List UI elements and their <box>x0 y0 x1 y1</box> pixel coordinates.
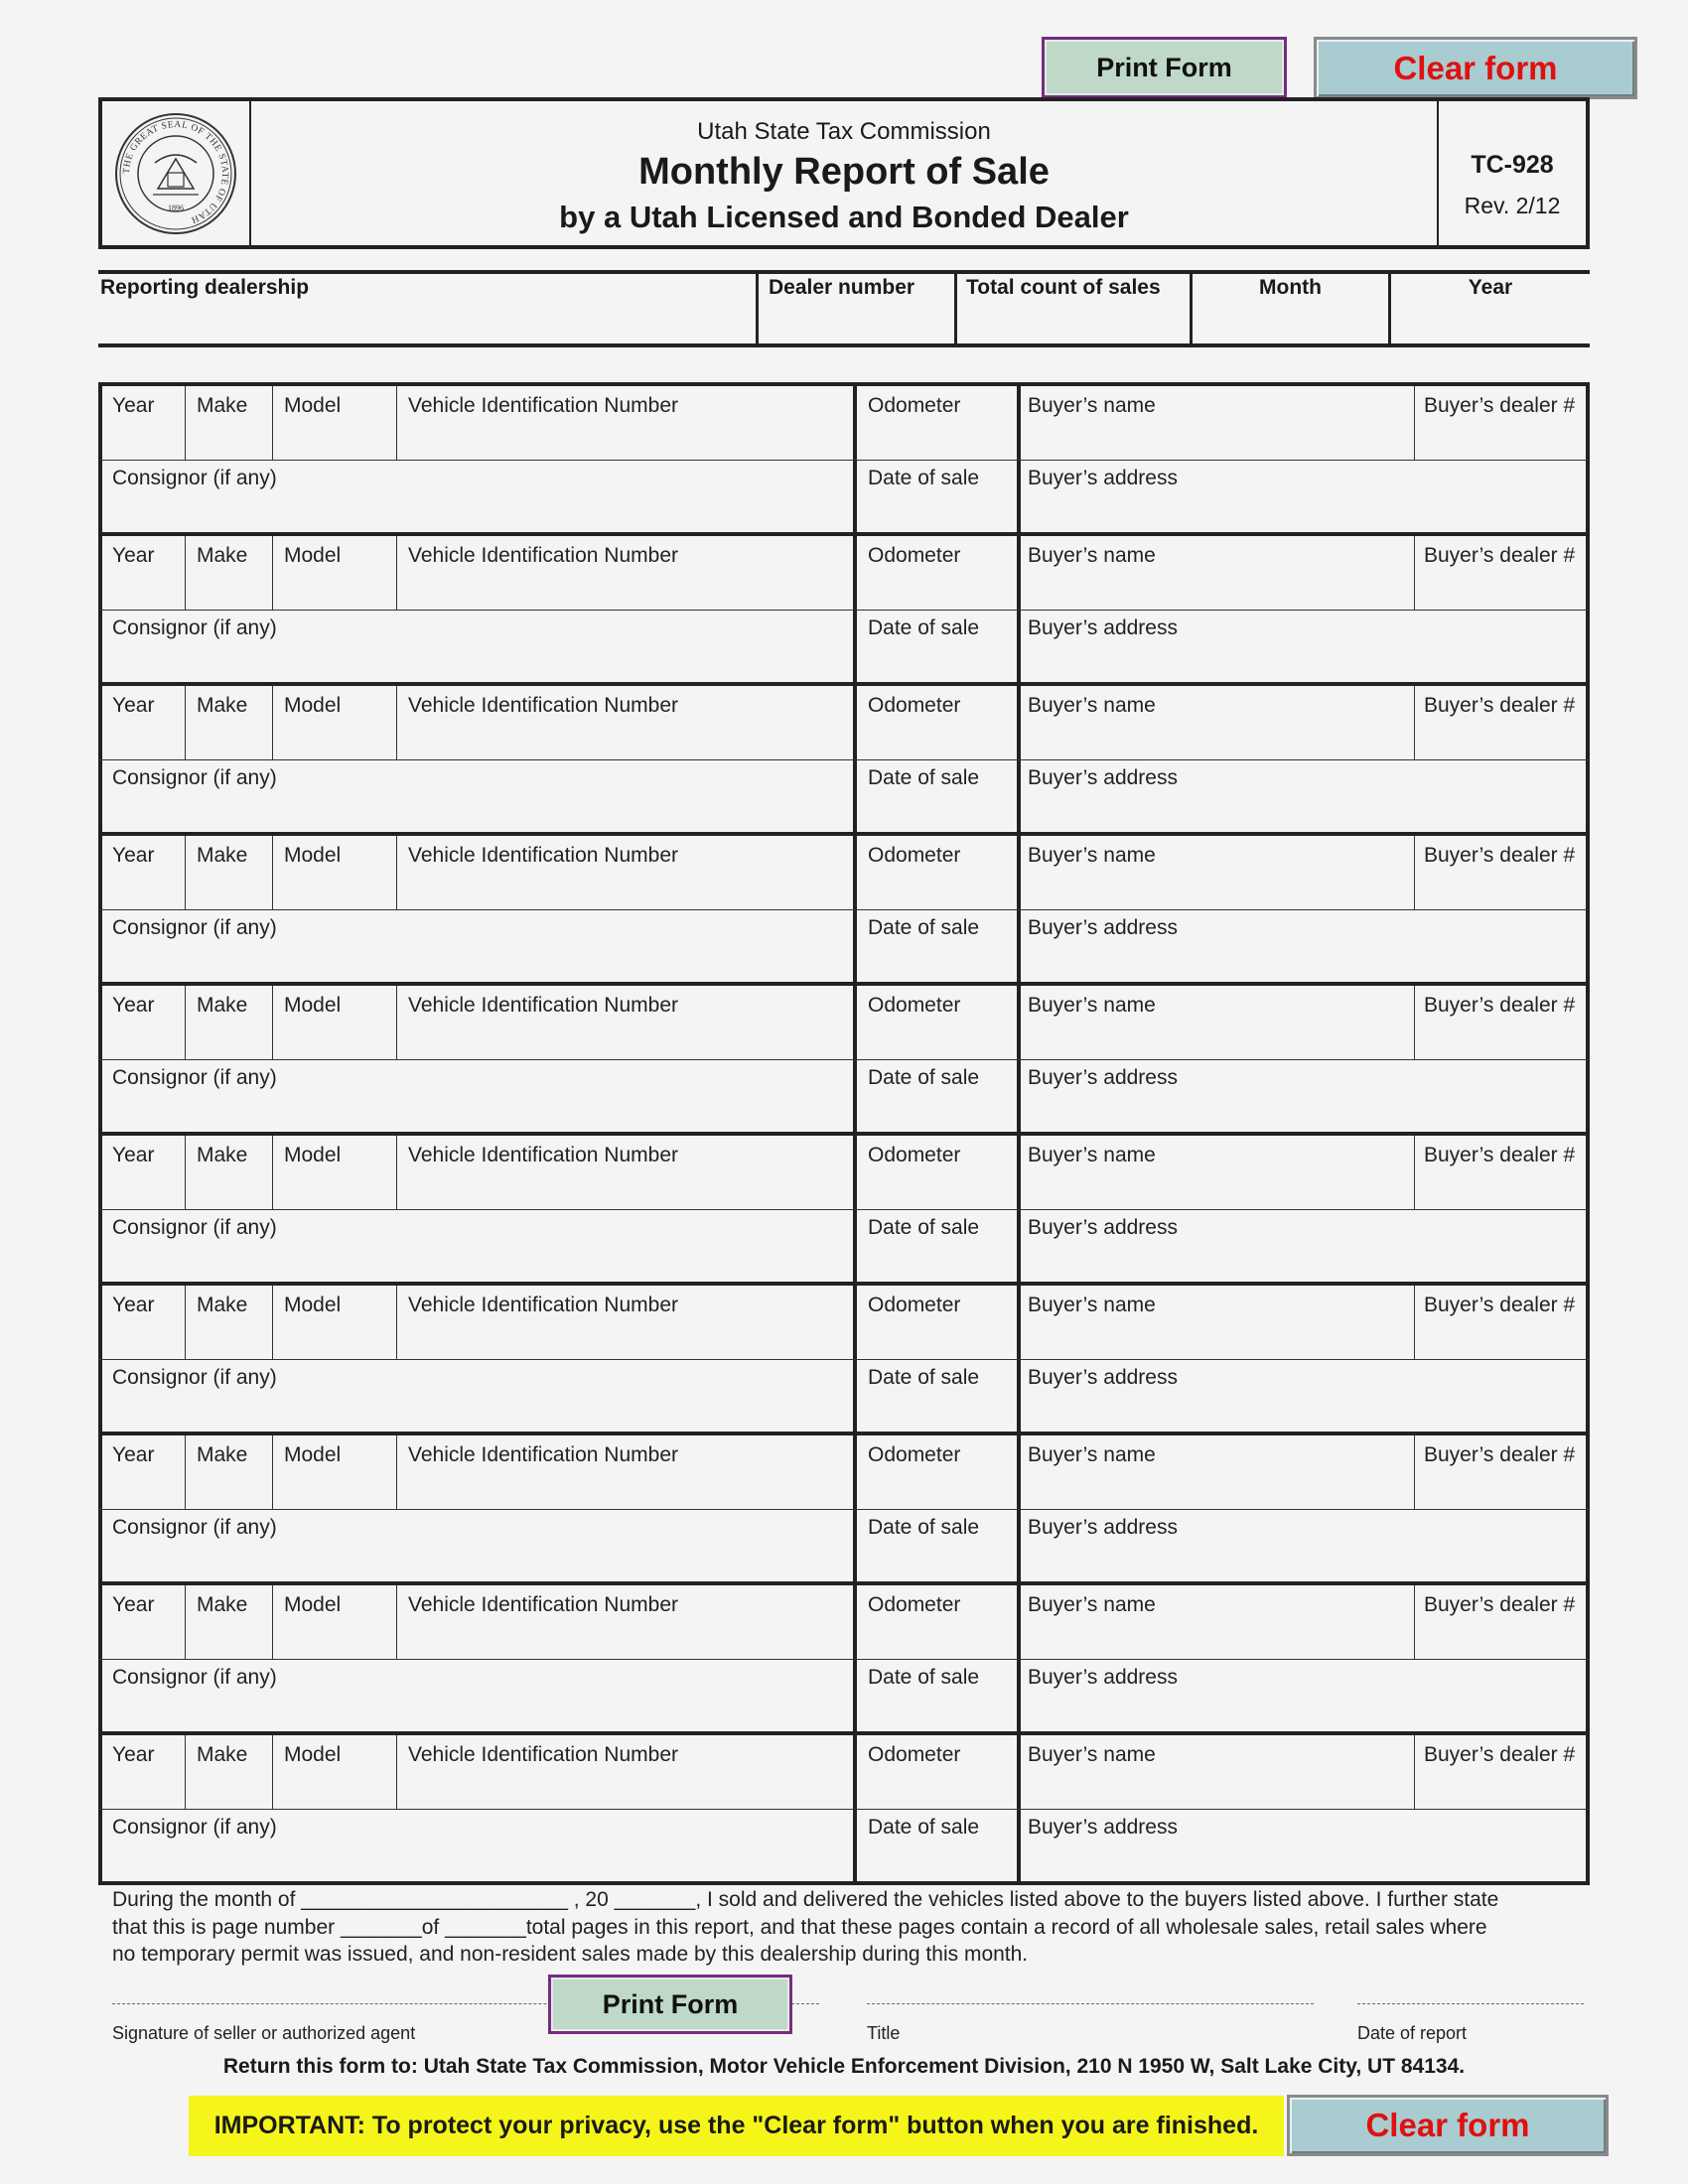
make-input[interactable] <box>192 1625 268 1653</box>
year-input[interactable] <box>106 1625 181 1653</box>
buyer-address-label: Buyer’s address <box>1028 916 1178 939</box>
print-form-button-top[interactable]: Print Form <box>1042 37 1287 98</box>
vin-label: Vehicle Identification Number <box>408 544 678 567</box>
reporting-dealership-label: Reporting dealership <box>100 276 310 299</box>
utah-seal-icon <box>113 111 238 236</box>
consignor-label: Consignor (if any) <box>112 467 277 489</box>
odometer-label: Odometer <box>868 544 961 567</box>
buyer-dealer-label: Buyer’s dealer # <box>1424 1743 1576 1766</box>
seller-signature-label: Signature of seller or authorized agent <box>112 2023 416 2043</box>
buyer-name-label: Buyer’s name <box>1028 994 1156 1017</box>
certification-line: no temporary permit was issued, and non-resident sales made by this dealership during this month. <box>112 1943 1029 1966</box>
buyer-dealer-input[interactable] <box>1421 1475 1584 1503</box>
model-label: Model <box>284 1593 342 1616</box>
make-label: Make <box>197 1443 248 1466</box>
model-label: Model <box>284 544 342 567</box>
month-cell <box>1190 274 1388 343</box>
buyer-name-input[interactable] <box>1025 1025 1410 1053</box>
vin-label: Vehicle Identification Number <box>408 1743 678 1766</box>
date-of-sale-label: Date of sale <box>868 766 980 789</box>
odometer-label: Odometer <box>868 844 961 867</box>
buyer-address-label: Buyer’s address <box>1028 1366 1178 1389</box>
agency-name: Utah State Tax Commission <box>697 118 991 145</box>
buyer-address-input[interactable] <box>1025 1098 1584 1126</box>
reporting-dealership-cell <box>98 274 756 343</box>
buyer-address-label: Buyer’s address <box>1028 1666 1178 1689</box>
clear-form-button-top[interactable]: Clear form <box>1314 37 1637 99</box>
vin-input[interactable] <box>403 1475 848 1503</box>
buyer-name-label: Buyer’s name <box>1028 394 1156 417</box>
sale-entry <box>98 532 1590 682</box>
make-input[interactable] <box>192 1475 268 1503</box>
buyer-address-input[interactable] <box>1025 798 1584 826</box>
date-of-sale-input[interactable] <box>861 798 1012 826</box>
buyer-address-label: Buyer’s address <box>1028 467 1178 489</box>
date-of-sale-label: Date of sale <box>868 1216 980 1239</box>
buyer-dealer-input[interactable] <box>1421 1325 1584 1353</box>
buyer-name-label: Buyer’s name <box>1028 844 1156 867</box>
year-input[interactable] <box>106 576 181 604</box>
dealer-info-row <box>98 270 1590 347</box>
odometer-label: Odometer <box>868 1294 961 1316</box>
make-input[interactable] <box>192 426 268 454</box>
dealer-number-input[interactable] <box>763 308 950 340</box>
make-label: Make <box>197 1144 248 1166</box>
odometer-input[interactable] <box>861 1025 1012 1053</box>
vin-input[interactable] <box>403 576 848 604</box>
buyer-dealer-label: Buyer’s dealer # <box>1424 1593 1576 1616</box>
buyer-name-label: Buyer’s name <box>1028 1294 1156 1316</box>
total-count-cell <box>954 274 1190 343</box>
year-label: Year <box>112 1593 155 1616</box>
buyer-address-label: Buyer’s address <box>1028 1216 1178 1239</box>
model-input[interactable] <box>279 1325 392 1353</box>
sale-entry <box>98 832 1590 982</box>
model-input[interactable] <box>279 876 392 903</box>
consignor-label: Consignor (if any) <box>112 916 277 939</box>
year-label: Year <box>112 694 155 717</box>
model-input[interactable] <box>279 1175 392 1203</box>
model-label: Model <box>284 394 342 417</box>
vin-label: Vehicle Identification Number <box>408 1443 678 1466</box>
clear-form-button-bottom[interactable]: Clear form <box>1287 2095 1609 2156</box>
buyer-address-label: Buyer’s address <box>1028 1066 1178 1089</box>
buyer-name-input[interactable] <box>1025 576 1410 604</box>
model-label: Model <box>284 1294 342 1316</box>
sale-entry <box>98 982 1590 1132</box>
reporting-dealership-input[interactable] <box>102 308 752 340</box>
date-of-sale-input[interactable] <box>861 498 1012 526</box>
make-input[interactable] <box>192 1325 268 1353</box>
buyer-dealer-label: Buyer’s dealer # <box>1424 1294 1576 1316</box>
buyer-dealer-input[interactable] <box>1421 1625 1584 1653</box>
year-label: Year <box>112 1144 155 1166</box>
vin-input[interactable] <box>403 1325 848 1353</box>
title-line[interactable] <box>867 2003 1314 2004</box>
model-input[interactable] <box>279 1625 392 1653</box>
date-of-report-label: Date of report <box>1357 2023 1468 2043</box>
buyer-name-input[interactable] <box>1025 876 1410 903</box>
make-label: Make <box>197 544 248 567</box>
year-label: Year <box>112 1443 155 1466</box>
vin-label: Vehicle Identification Number <box>408 1593 678 1616</box>
model-input[interactable] <box>279 1025 392 1053</box>
consignor-label: Consignor (if any) <box>112 1816 277 1839</box>
buyer-dealer-label: Buyer’s dealer # <box>1424 694 1576 717</box>
date-of-sale-label: Date of sale <box>868 1666 980 1689</box>
buyer-name-label: Buyer’s name <box>1028 1593 1156 1616</box>
vin-label: Vehicle Identification Number <box>408 394 678 417</box>
buyer-name-input[interactable] <box>1025 1625 1410 1653</box>
buyer-dealer-input[interactable] <box>1421 726 1584 753</box>
year-input[interactable] <box>106 1175 181 1203</box>
odometer-label: Odometer <box>868 1593 961 1616</box>
year-label: Year <box>112 994 155 1017</box>
consignor-input[interactable] <box>106 498 849 526</box>
privacy-notice: IMPORTANT: To protect your privacy, use the "Clear form" button when you are finished. <box>189 2096 1284 2156</box>
odometer-input[interactable] <box>861 1325 1012 1353</box>
odometer-input[interactable] <box>861 726 1012 753</box>
buyer-name-input[interactable] <box>1025 1475 1410 1503</box>
year-input[interactable] <box>106 1475 181 1503</box>
make-input[interactable] <box>192 1775 268 1803</box>
sale-entry <box>98 1282 1590 1432</box>
consignor-input[interactable] <box>106 648 849 676</box>
vin-input[interactable] <box>403 426 848 454</box>
buyer-address-input[interactable] <box>1025 1548 1584 1575</box>
make-label: Make <box>197 1593 248 1616</box>
buyer-address-label: Buyer’s address <box>1028 1816 1178 1839</box>
date-of-sale-label: Date of sale <box>868 1516 980 1539</box>
vin-input[interactable] <box>403 1775 848 1803</box>
buyer-name-input[interactable] <box>1025 1775 1410 1803</box>
year-input[interactable] <box>106 1775 181 1803</box>
consignor-input[interactable] <box>106 1698 849 1725</box>
date-of-sale-label: Date of sale <box>868 467 980 489</box>
year-label: Year <box>112 394 155 417</box>
vin-label: Vehicle Identification Number <box>408 694 678 717</box>
make-label: Make <box>197 394 248 417</box>
buyer-dealer-label: Buyer’s dealer # <box>1424 544 1576 567</box>
odometer-label: Odometer <box>868 394 961 417</box>
buyer-dealer-label: Buyer’s dealer # <box>1424 1144 1576 1166</box>
model-input[interactable] <box>279 576 392 604</box>
vin-input[interactable] <box>403 876 848 903</box>
model-label: Model <box>284 844 342 867</box>
total-count-label: Total count of sales <box>966 276 1161 299</box>
model-input[interactable] <box>279 1475 392 1503</box>
vin-label: Vehicle Identification Number <box>408 1144 678 1166</box>
buyer-dealer-label: Buyer’s dealer # <box>1424 1443 1576 1466</box>
buyer-name-input[interactable] <box>1025 726 1410 753</box>
model-input[interactable] <box>279 1775 392 1803</box>
consignor-input[interactable] <box>106 1098 849 1126</box>
vin-input[interactable] <box>403 726 848 753</box>
sale-entry <box>98 1731 1590 1885</box>
buyer-dealer-input[interactable] <box>1421 1175 1584 1203</box>
model-label: Model <box>284 1144 342 1166</box>
odometer-label: Odometer <box>868 1443 961 1466</box>
make-label: Make <box>197 694 248 717</box>
year-input[interactable] <box>106 1025 181 1053</box>
svg-text:THE GREAT SEAL OF THE STATE OF: THE GREAT SEAL OF THE STATE OF UTAH <box>121 119 230 224</box>
odometer-input[interactable] <box>861 426 1012 454</box>
odometer-input[interactable] <box>861 1625 1012 1653</box>
sale-entry <box>98 1581 1590 1731</box>
state-seal <box>102 101 251 245</box>
sales-table <box>98 382 1590 1885</box>
consignor-label: Consignor (if any) <box>112 1366 277 1389</box>
make-input[interactable] <box>192 876 268 903</box>
model-input[interactable] <box>279 426 392 454</box>
make-label: Make <box>197 1294 248 1316</box>
buyer-address-input[interactable] <box>1025 948 1584 976</box>
buyer-dealer-input[interactable] <box>1421 576 1584 604</box>
year-input[interactable] <box>106 426 181 454</box>
model-input[interactable] <box>279 726 392 753</box>
vin-label: Vehicle Identification Number <box>408 994 678 1017</box>
year-input[interactable] <box>106 726 181 753</box>
model-label: Model <box>284 694 342 717</box>
model-label: Model <box>284 994 342 1017</box>
certification-line: that this is page number _______of _______total pages in this report, and that these pages contain a record of all wholesale sales, retail sales where <box>112 1915 1487 1939</box>
consignor-label: Consignor (if any) <box>112 766 277 789</box>
month-input[interactable] <box>1196 308 1384 340</box>
buyer-name-label: Buyer’s name <box>1028 544 1156 567</box>
date-of-sale-input[interactable] <box>861 1398 1012 1426</box>
sale-entry <box>98 682 1590 832</box>
vin-input[interactable] <box>403 1175 848 1203</box>
make-label: Make <box>197 994 248 1017</box>
make-input[interactable] <box>192 576 268 604</box>
sale-entry <box>98 382 1590 532</box>
return-address: Return this form to: Utah State Tax Commission, Motor Vehicle Enforcement Division, 210 N 1950 W, Salt Lake City, UT 84134. <box>222 2055 1466 2078</box>
month-label: Month <box>1259 276 1322 299</box>
odometer-label: Odometer <box>868 994 961 1017</box>
year-input[interactable] <box>106 1325 181 1353</box>
svg-text:1896: 1896 <box>168 203 184 212</box>
year-label: Year <box>112 1743 155 1766</box>
buyer-name-input[interactable] <box>1025 426 1410 454</box>
buyer-address-input[interactable] <box>1025 1398 1584 1426</box>
date-of-report-line[interactable] <box>1357 2003 1584 2004</box>
form-number: TC-928 <box>1471 151 1554 179</box>
vin-label: Vehicle Identification Number <box>408 1294 678 1316</box>
consignor-label: Consignor (if any) <box>112 1666 277 1689</box>
dealer-number-label: Dealer number <box>769 276 915 299</box>
buyer-address-input[interactable] <box>1025 498 1584 526</box>
buyer-address-input[interactable] <box>1025 648 1584 676</box>
vin-label: Vehicle Identification Number <box>408 844 678 867</box>
vin-input[interactable] <box>403 1025 848 1053</box>
dealer-number-cell <box>756 274 954 343</box>
model-label: Model <box>284 1443 342 1466</box>
form-header <box>98 97 1590 249</box>
consignor-label: Consignor (if any) <box>112 616 277 639</box>
model-label: Model <box>284 1743 342 1766</box>
date-of-sale-label: Date of sale <box>868 1816 980 1839</box>
date-of-sale-input[interactable] <box>861 1698 1012 1725</box>
year-label: Year <box>112 844 155 867</box>
buyer-address-input[interactable] <box>1025 1248 1584 1276</box>
make-label: Make <box>197 844 248 867</box>
buyer-dealer-label: Buyer’s dealer # <box>1424 394 1576 417</box>
year-input[interactable] <box>1395 308 1586 340</box>
buyer-address-label: Buyer’s address <box>1028 766 1178 789</box>
date-of-sale-label: Date of sale <box>868 1066 980 1089</box>
odometer-input[interactable] <box>861 576 1012 604</box>
buyer-name-label: Buyer’s name <box>1028 694 1156 717</box>
buyer-dealer-input[interactable] <box>1421 1775 1584 1803</box>
sale-entry <box>98 1132 1590 1282</box>
date-of-sale-label: Date of sale <box>868 916 980 939</box>
consignor-input[interactable] <box>106 948 849 976</box>
year-label: Year <box>112 1294 155 1316</box>
form-id-cell <box>1437 101 1586 245</box>
buyer-dealer-label: Buyer’s dealer # <box>1424 844 1576 867</box>
odometer-input[interactable] <box>861 1775 1012 1803</box>
consignor-input[interactable] <box>106 1847 849 1875</box>
odometer-input[interactable] <box>861 1475 1012 1503</box>
buyer-dealer-input[interactable] <box>1421 1025 1584 1053</box>
date-of-sale-input[interactable] <box>861 1248 1012 1276</box>
make-input[interactable] <box>192 1025 268 1053</box>
buyer-name-input[interactable] <box>1025 1325 1410 1353</box>
year-label: Year <box>1468 276 1513 299</box>
form-revision: Rev. 2/12 <box>1464 193 1561 218</box>
certification-statement <box>112 1886 1582 1969</box>
date-of-sale-input[interactable] <box>861 1548 1012 1575</box>
buyer-address-input[interactable] <box>1025 1847 1584 1875</box>
date-of-sale-input[interactable] <box>861 948 1012 976</box>
print-form-button-bottom[interactable]: Print Form <box>548 1975 792 2034</box>
make-label: Make <box>197 1743 248 1766</box>
year-cell <box>1388 274 1590 343</box>
consignor-input[interactable] <box>106 1248 849 1276</box>
year-label: Year <box>112 544 155 567</box>
odometer-label: Odometer <box>868 694 961 717</box>
buyer-name-label: Buyer’s name <box>1028 1443 1156 1466</box>
certification-line: During the month of _______________________ , 20 _______, I sold and delivered the vehicles listed above to the buyers listed above. I further state <box>112 1888 1499 1911</box>
consignor-label: Consignor (if any) <box>112 1216 277 1239</box>
page-subtitle: by a Utah Licensed and Bonded Dealer <box>559 200 1129 234</box>
make-input[interactable] <box>192 1175 268 1203</box>
buyer-dealer-input[interactable] <box>1421 876 1584 903</box>
buyer-dealer-label: Buyer’s dealer # <box>1424 994 1576 1017</box>
odometer-input[interactable] <box>861 1175 1012 1203</box>
consignor-label: Consignor (if any) <box>112 1066 277 1089</box>
year-input[interactable] <box>106 876 181 903</box>
buyer-address-input[interactable] <box>1025 1698 1584 1725</box>
consignor-input[interactable] <box>106 798 849 826</box>
buyer-name-label: Buyer’s name <box>1028 1144 1156 1166</box>
title-label: Title <box>867 2023 901 2043</box>
buyer-name-input[interactable] <box>1025 1175 1410 1203</box>
date-of-sale-input[interactable] <box>861 648 1012 676</box>
odometer-input[interactable] <box>861 876 1012 903</box>
total-count-input[interactable] <box>961 308 1186 340</box>
buyer-dealer-input[interactable] <box>1421 426 1584 454</box>
date-of-sale-input[interactable] <box>861 1098 1012 1126</box>
page-title: Monthly Report of Sale <box>638 151 1050 193</box>
date-of-sale-label: Date of sale <box>868 616 980 639</box>
date-of-sale-input[interactable] <box>861 1847 1012 1875</box>
vin-input[interactable] <box>403 1625 848 1653</box>
consignor-input[interactable] <box>106 1398 849 1426</box>
consignor-label: Consignor (if any) <box>112 1516 277 1539</box>
date-of-sale-label: Date of sale <box>868 1366 980 1389</box>
buyer-name-label: Buyer’s name <box>1028 1743 1156 1766</box>
buyer-address-label: Buyer’s address <box>1028 1516 1178 1539</box>
consignor-input[interactable] <box>106 1548 849 1575</box>
odometer-label: Odometer <box>868 1144 961 1166</box>
sale-entry <box>98 1432 1590 1581</box>
odometer-label: Odometer <box>868 1743 961 1766</box>
make-input[interactable] <box>192 726 268 753</box>
buyer-address-label: Buyer’s address <box>1028 616 1178 639</box>
